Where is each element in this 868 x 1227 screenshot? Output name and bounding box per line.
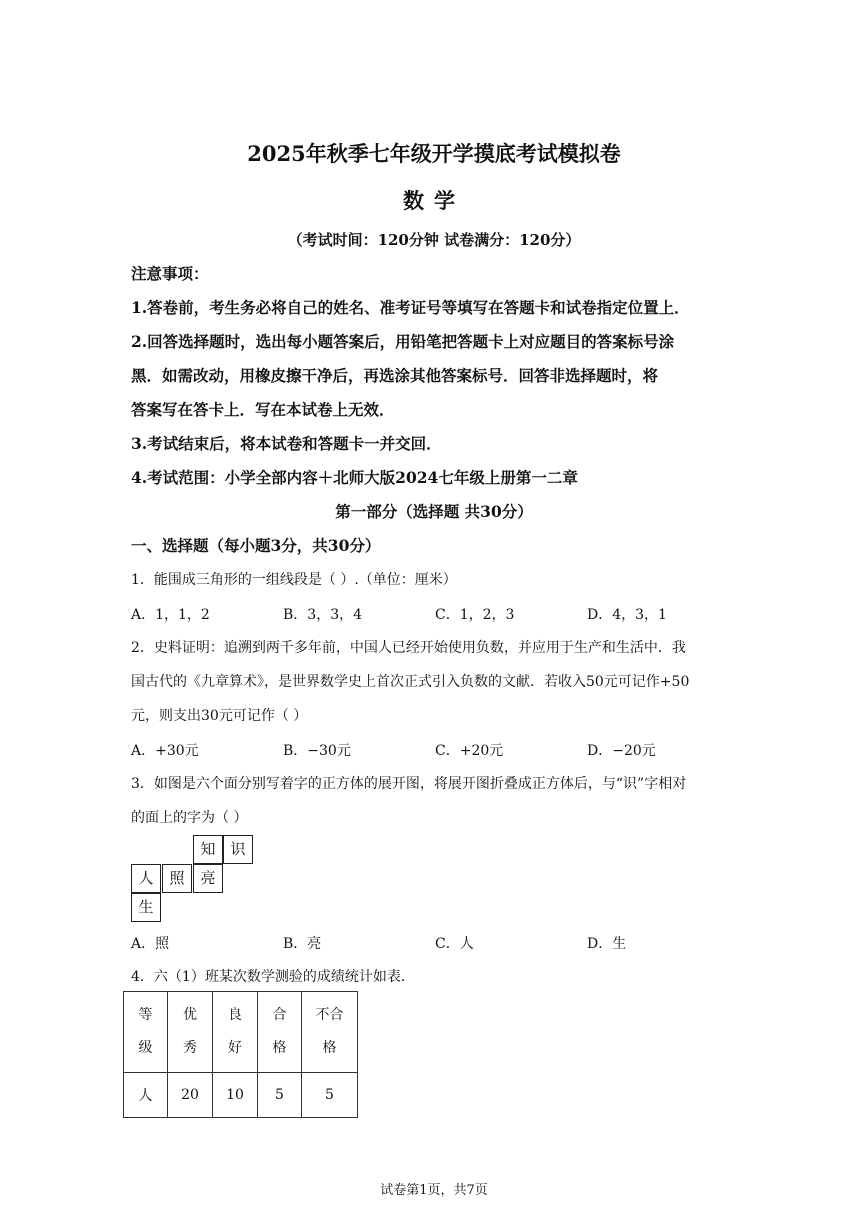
table-header-cell: 等 级 (124, 992, 168, 1073)
table-header-cell: 良 好 (213, 992, 258, 1073)
option-a: A．+30元 (131, 743, 199, 759)
table-row-label: 人 (124, 1073, 168, 1118)
table-row (124, 1073, 358, 1118)
question-stem: 4．六（1）班某次数学测验的成绩统计如表． (131, 969, 415, 985)
option-d: D．4，3，1 (587, 607, 667, 623)
note-line: 3.考试结束后，将本试卷和答题卡一并交回． (131, 434, 442, 453)
page-footer: 试卷第1页，共7页 (380, 1183, 488, 1198)
option-d: D．−20元 (587, 743, 656, 759)
option-c: C．1，2，3 (435, 607, 515, 623)
exam-title: 2025年秋季七年级开学摸底考试模拟卷 (247, 141, 621, 166)
note-line: 2.回答选择题时，选出每小题答案后，用铅笔把答题卡上对应题目的答案标号涂 (131, 332, 675, 351)
question-stem: 1．能围成三角形的一组线段是（ ）.（单位：厘米） (131, 572, 457, 588)
question-stem: 2．史料证明：追溯到两千多年前，中国人已经开始使用负数，并应用于生产和生活中．我 (131, 640, 686, 656)
note-line: 1.答卷前，考生务必将自己的姓名、准考证号等填写在答题卡和试卷指定位置上． (131, 298, 690, 317)
option-b: B．−30元 (283, 743, 351, 759)
table-cell: 5 (302, 1073, 358, 1118)
net-cell: 生 (131, 893, 161, 922)
question-stem: 国古代的《九章算术》，是世界数学史上首次正式引入负数的文献．若收入50元可记作+50 (131, 674, 690, 690)
table-cell: 10 (213, 1073, 258, 1118)
option-c: C．人 (435, 936, 474, 952)
table-header-cell: 优 秀 (168, 992, 213, 1073)
question-stem: 的面上的字为（ ） (131, 810, 248, 826)
option-b: B．亮 (283, 936, 322, 952)
table-cell: 5 (258, 1073, 302, 1118)
option-b: B．3，3，4 (283, 607, 363, 623)
note-line: 黑．如需改动，用橡皮擦干净后，再选涂其他答案标号．回答非选择题时，将 (131, 366, 659, 385)
option-a: A．1，1，2 (131, 607, 210, 623)
grade-table (123, 991, 358, 1118)
subject-title: 数学 (403, 188, 465, 213)
note-line: 4.考试范围：小学全部内容＋北师大版2024七年级上册第一二章 (131, 468, 578, 487)
option-c: C．+20元 (435, 743, 504, 759)
question-stem: 元，则支出30元可记作（ ） (131, 708, 308, 724)
net-cell: 照 (162, 864, 192, 893)
table-header-row (124, 992, 358, 1073)
question-stem: 3．如图是六个面分别写着字的正方体的展开图，将展开图折叠成正方体后，与“识”字相对 (131, 776, 687, 792)
cube-net-figure (131, 835, 255, 925)
exam-info: （考试时间：120分钟 试卷满分：120分） (287, 231, 581, 249)
option-a: A．照 (131, 936, 170, 952)
option-d: D．生 (587, 936, 627, 952)
section-heading: 一、选择题（每小题3分，共30分） (131, 536, 381, 555)
notes-heading: 注意事项： (131, 264, 209, 283)
net-cell: 人 (131, 864, 161, 893)
note-line: 答案写在答卡上．写在本试卷上无效． (131, 400, 395, 419)
table-header-cell: 不合 格 (302, 992, 358, 1073)
table-cell: 20 (168, 1073, 213, 1118)
net-cell: 知 (193, 835, 223, 864)
net-cell: 识 (223, 835, 253, 864)
net-cell: 亮 (193, 864, 223, 893)
part-title: 第一部分（选择题 共30分） (335, 502, 533, 521)
table-header-cell: 合 格 (258, 992, 302, 1073)
